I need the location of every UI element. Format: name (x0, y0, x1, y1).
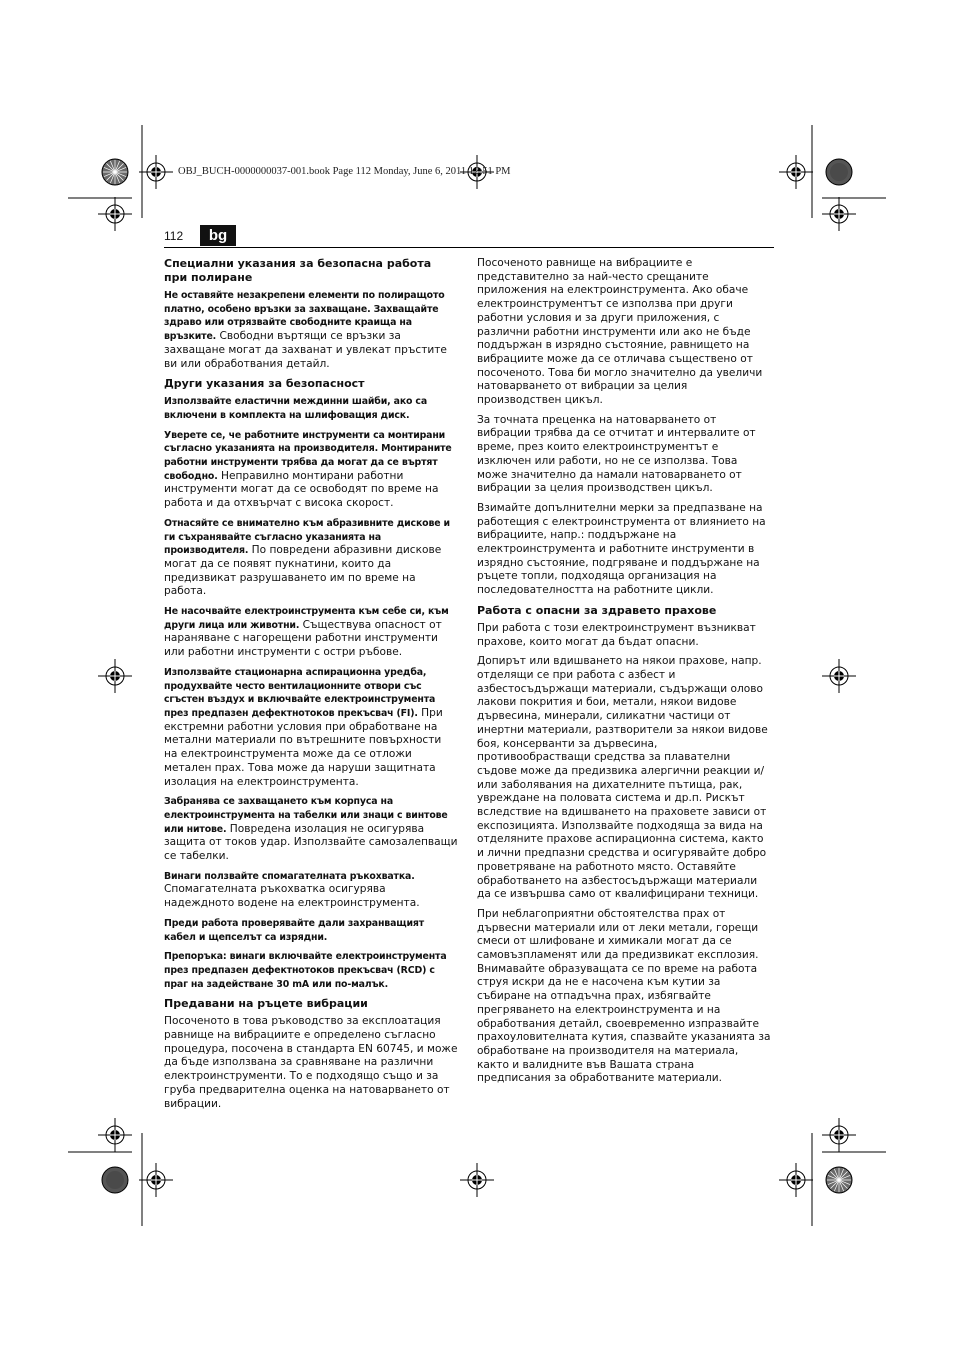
warning-bold-text: Забранява се захващането към корпуса на електроинструмента на табелки или знаци с винтове или нитове. (164, 796, 448, 835)
paragraph (164, 289, 458, 371)
right-column (477, 257, 771, 1092)
paragraph (477, 502, 771, 598)
paragraph (164, 429, 458, 511)
body-text: Повредена изолация не осигурява защита от токов удар. Използвайте самозалепващи се табелки. (164, 822, 458, 863)
file-info-header: OBJ_BUCH-0000000037-001.book Page 112 Monday, June 6, 2011 12:51 PM (178, 166, 511, 177)
body-text: Посоченото в това ръководство за експлоатация равнище на вибрациите е определено съгласно процедура, посочена в стандарта EN 60745, и може да бъде използвана за сравняване на различни електроинструменти. То е подходящо също и за груба предварителна оценка на натоварването от вибрации. (164, 1015, 458, 1110)
body-text: Допирът или вдишването на някои прахове, напр. отделящи се при работа с азбест и азбестосъдържащи материали, съдържащи олово лакови покрития и бои, метали, някои видове дървесина, минерали, силикатни частици от инертни материали, разтворители за някои видове боя, консерванти за дървесина, противообрастващи средства за плавателни съдове може да предизвика алергични реакции и/или заболявания на дихателните пътища, рак, увреждане на половата система и др.п. Рискът вследствие на вдишването на праховете зависи от експозицията. Използвайте подходяща за вида на отделяните прахове аспирационна система, както и лични предпазни средства и осигурявайте добро проветряване на работното място. Оставяйте обработването на азбестосъдържащи материали да се извършва само от квалифицирани техници. (477, 655, 768, 901)
paragraph (164, 395, 458, 422)
paragraph (477, 908, 771, 1086)
left-column (164, 257, 458, 1117)
paragraph (164, 605, 458, 660)
warning-bold-text: Отнасяйте се внимателно към абразивните дискове и ги съхранявайте съгласно указанията на производителя. (164, 517, 450, 557)
body-text: За точната преценка на натоварването от вибрации трябва да се отчитат и интервалите от време, през които електроинструментът е изключен или работи, но не се използва. Това може значително да намали натоварването от вибрации за целия производствен цикъл. (477, 413, 756, 495)
warning-bold-text: Винаги ползвайте спомагателната ръкохватка. (164, 870, 415, 882)
section-heading: Предавани на ръцете вибрации (164, 997, 368, 1011)
body-text: Спомагателната ръкохватка осигурява надеждното водене на електроинструмента. (164, 883, 420, 910)
paragraph (477, 655, 771, 902)
body-text: Съществува опасност от нараняване с нагорещени работни инструменти или работни инструменти с остри ръбове. (164, 618, 442, 659)
warning-bold-text: Използвайте стационарна аспирационна уредба, продухвайте често вентилационните отвори със сгъстен въздух и включвайте електроинструмента през предпазен дефектнотоков прекъсвач (FI). (164, 666, 436, 719)
section-heading: Други указания за безопасност (164, 377, 365, 391)
paragraph (164, 795, 458, 864)
paragraph (164, 950, 458, 991)
paragraph (164, 870, 458, 911)
body-text: Свободни въртящи се връзки за захващане могат да захванат и увлекат пръстите ви или обработвания детайл. (164, 330, 447, 370)
paragraph (164, 917, 458, 944)
warning-bold-text: Използвайте еластични междинни шайби, ако са включени в комплекта на шлифоващия диск. (164, 396, 428, 421)
page-number: 112 (164, 229, 184, 243)
warning-bold-text: Преди работа проверявайте дали захранващият кабел и щепселът са изрядни. (164, 917, 425, 943)
warning-bold-text: Не насочвайте електроинструмента към себе си, към други лица или животни. (164, 606, 449, 631)
body-text: Взимайте допълнителни мерки за предпазване на работещия с електроинструмента от влиянието на вибрациите, напр.: поддържане на електроинструмента и работните инструменти в изрядно състояние, подгряване и поддържане на ръцете топли, подходяща организация на последователността на работните цикли. (477, 501, 766, 597)
body-text: При работа с този електроинструмент възникват прахове, които могат да бъдат опасни. (477, 621, 756, 648)
section-heading: Специални указания за безопасна работа при полиране (164, 257, 432, 284)
paragraph (477, 414, 771, 496)
body-text: При екстремни работни условия при обработване на метални материали по вътрешните повърхности на електроинструмента може да се отложи метален прах. Това може да наруши защитната изолация на електроинструмента. (164, 706, 443, 788)
warning-bold-text: Не оставяйте незакрепени елементи по полиращото платно, особено връзки за захващане. Захващайте здраво или отрязвайте свободните краища на връзките. (164, 290, 445, 343)
paragraph (164, 1015, 458, 1111)
header-rule (164, 247, 774, 248)
warning-bold-text: Препоръка: винаги включвайте електроинструмента през предпазен дефектнотоков прекъсвач (RCD) с праг на задействане 30 mA или по-малък. (164, 951, 447, 990)
paragraph (477, 257, 771, 408)
section-heading: Работа с опасни за здравето прахове (477, 603, 717, 617)
body-text: По повредени абразивни дискове могат да се появят пукнатини, които да предизвикат разрушаването им по време на работа. (164, 544, 442, 598)
warning-bold-text: Уверете се, че работните инструменти са монтирани съгласно указанията на производителя. Монтираните работни инструменти трябва да могат да се въртят свободно. (164, 429, 452, 482)
body-text: При неблагоприятни обстоятелства прах от дървесни материали или от леки метали, горещи смеси от шлифоване и химикали могат да се самовъзпламенят или да предизвикат експлозия. Внимавайте образуващата се по време на работа струя искри да не е насочена към кутии за събиране на отпадъчна прах, избягвайте прегряването на електроинструмента и на обработвания детайл, своевременно изпразвайте прахоуловителната кутия, спазвайте указанията за обработване на производителя на материала, както и валидните във Вашата страна предписания за обработваните материали. (477, 907, 771, 1085)
body-text: Посоченото равнище на вибрациите е представително за най-често срещаните приложения на електроинструмента. Ако обаче електроинструментът се използва при други работни условия и за други приложения, с различни работни инструменти или ако не бъде поддържан в изрядно състояние, равнището на вибрациите може да се отличава съществено от посоченото. Това би могло значително да увеличи натоварването от вибрации за целия производствен цикъл. (477, 257, 763, 407)
body-text: Неправилно монтирани работни инструменти могат да се освободят по време на работа и да отхвърчат с висока скорост. (164, 469, 439, 510)
paragraph (164, 517, 458, 599)
paragraph (477, 622, 771, 649)
paragraph (164, 666, 458, 789)
language-tab: bg (200, 225, 236, 246)
